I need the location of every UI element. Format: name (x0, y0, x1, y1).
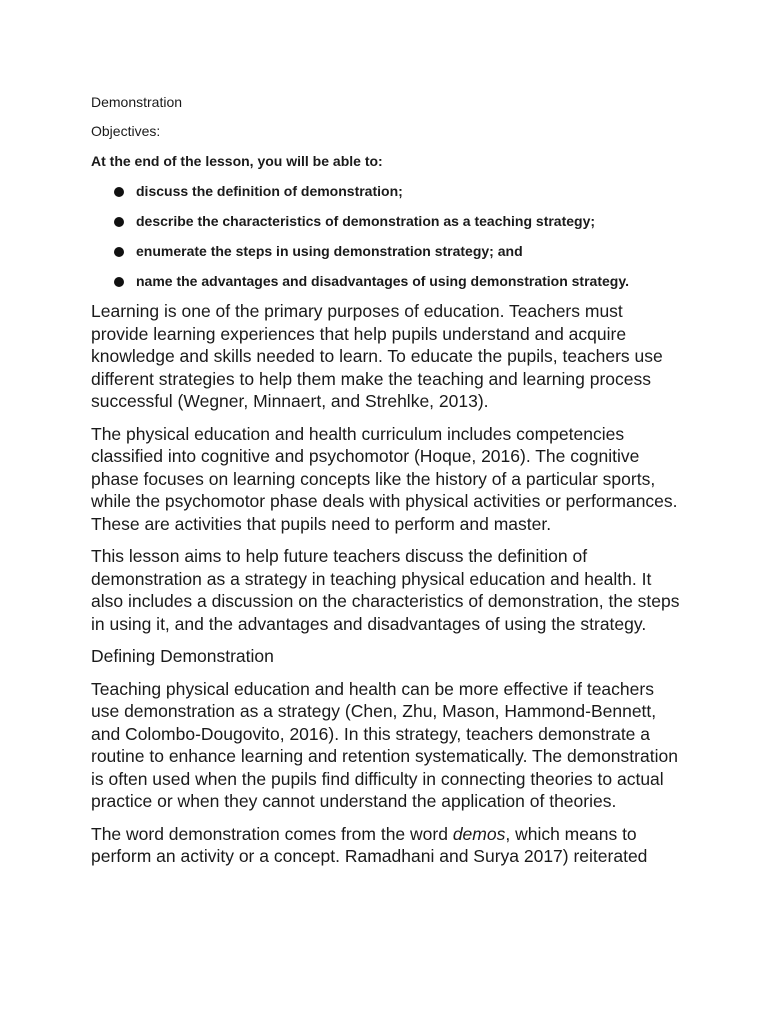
paragraph-lesson-aims: This lesson aims to help future teachers discuss the definition of demonstration as a strategy in teaching physical education and health. It also includes a discussion on the characteristics of demonstration, the steps in using it, and the advantages and disadvantages of using the strategy. (91, 546, 680, 634)
paragraph-word-origin (91, 823, 681, 868)
list-item (91, 271, 681, 291)
objective-text: name the advantages and disadvantages of using demonstration strategy. (136, 273, 629, 289)
bullet-icon (114, 187, 124, 197)
word-origin-text-end: , which means to perform an activity or a concept. Ramadhani and Surya 2017) reiterated (91, 823, 648, 866)
objectives-intro: At the end of the lesson, you will be able to: (91, 153, 383, 169)
paragraph-curriculum: The physical education and health curriculum includes competencies classified into cognitive and psychomotor (Hoque, 2016). The cognitive phase focuses on learning concepts like the history of a particular sports, while the psychomotor phase deals with physical activities or performances. These are activities that pupils need to perform and master. (91, 423, 678, 534)
section-heading: Defining Demonstration (91, 646, 274, 666)
bullet-icon (114, 247, 124, 257)
document-title: Demonstration (91, 94, 183, 110)
word-origin-text-start: The word demonstration comes from the word (91, 823, 453, 844)
list-item (91, 181, 681, 201)
document-page (91, 92, 681, 878)
objectives-list (91, 181, 681, 291)
word-origin-emphasis: demos (452, 823, 506, 844)
objectives-heading: Objectives: (91, 123, 161, 139)
bullet-icon (114, 217, 124, 227)
paragraph-learning: Learning is one of the primary purposes of education. Teachers must provide learning experiences that help pupils understand and acquire knowledge and skills needed to learn. To educate the pupils, teachers use different strategies to help them make the teaching and learning process successful (Wegner, Minnaert, and Strehlke, 2013). (91, 301, 663, 411)
objective-text: enumerate the steps in using demonstration strategy; and (136, 243, 523, 259)
list-item (91, 211, 681, 231)
paragraph-defining: Teaching physical education and health can be more effective if teachers use demonstration as a strategy (Chen, Zhu, Mason, Hammond-Bennett, and Colombo-Dougovito, 2016). In this strategy, teachers demonstrate a routine to enhance learning and retention systematically. The demonstration is often used when the pupils find difficulty in connecting theories to actual practice or when they cannot understand the application of theories. (91, 678, 678, 811)
objective-text: describe the characteristics of demonstration as a teaching strategy; (136, 213, 596, 229)
list-item (91, 241, 681, 261)
bullet-icon (114, 277, 124, 287)
objective-text: discuss the definition of demonstration; (136, 183, 403, 199)
